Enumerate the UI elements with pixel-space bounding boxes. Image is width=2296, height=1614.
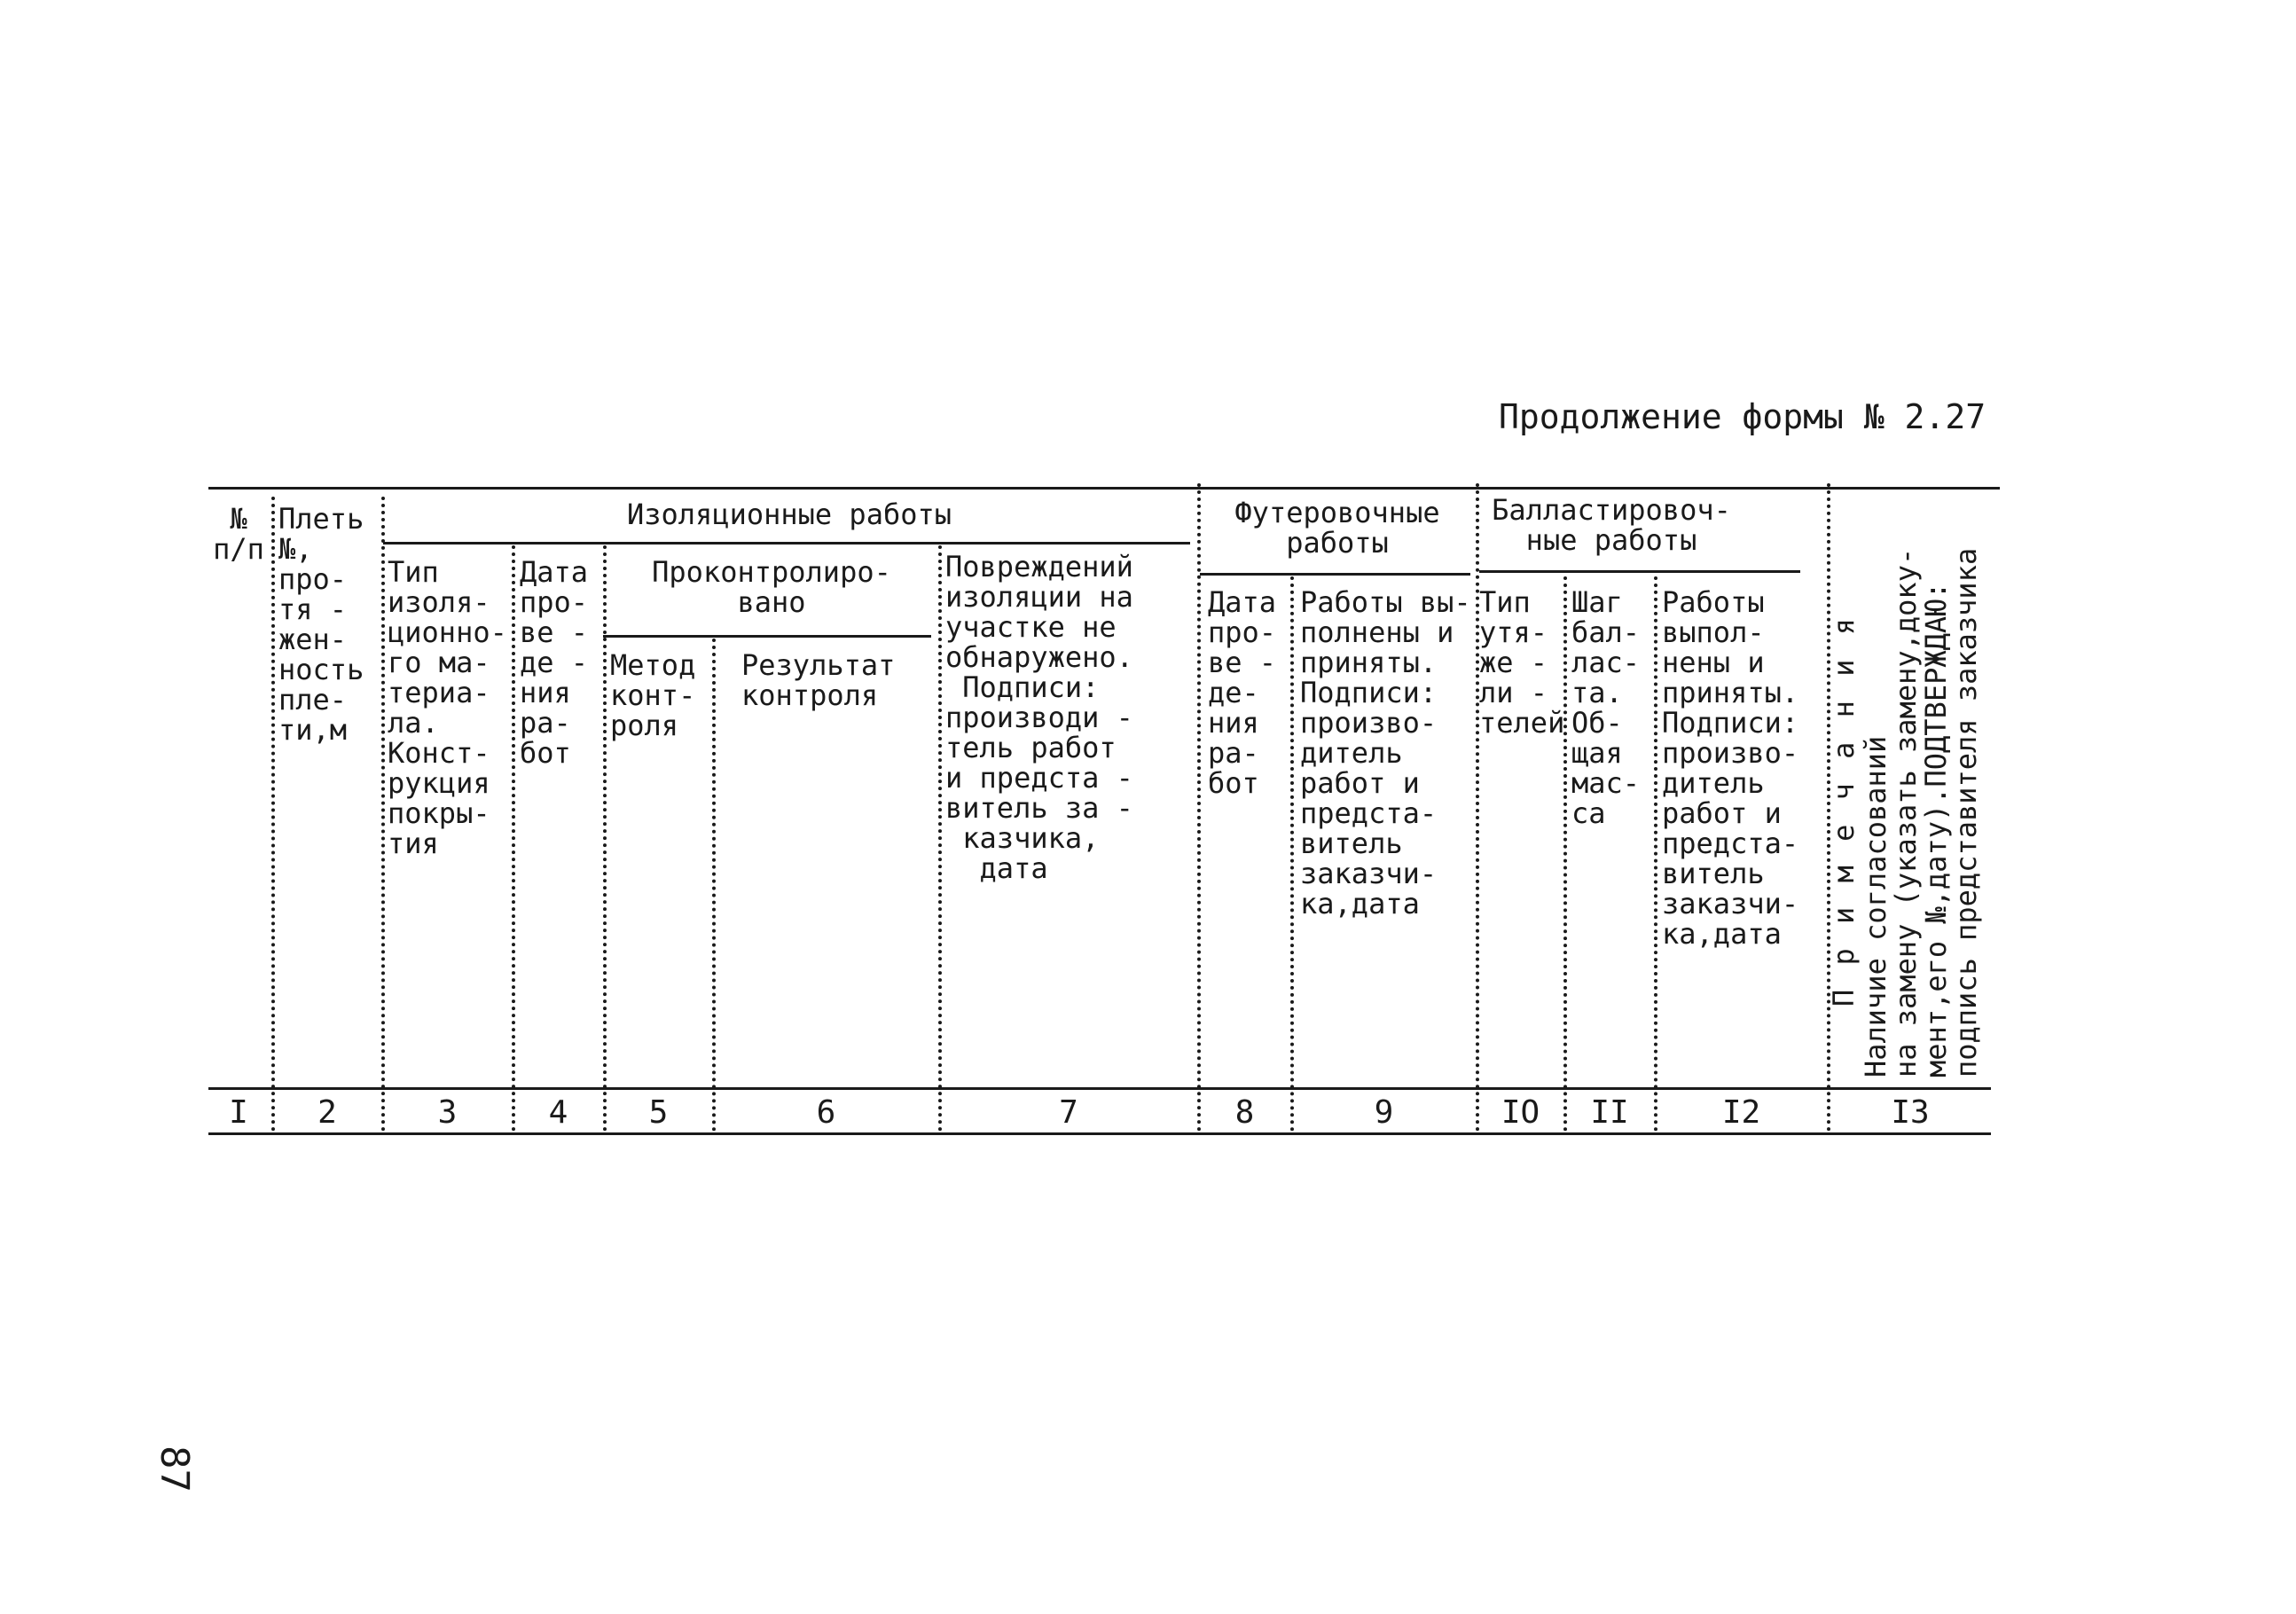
col-13-body: Наличие согласований на замену (указать замену,доку- мент,его №,дату).ПОДТВЕРЖДАЮ: подпись представителя заказчика	[1859, 547, 1983, 1077]
table-top-rule	[208, 487, 2000, 490]
insulation-group-header: Изоляционные работы	[626, 498, 952, 531]
col-number-8: 8	[1234, 1094, 1255, 1131]
col-sep	[938, 545, 942, 1132]
col-number-5: 5	[648, 1094, 669, 1131]
insulation-subheader-rule	[383, 542, 1190, 545]
col-number-7: 7	[1059, 1094, 1078, 1131]
col-9-header: Работы вы- полнены и приняты. Подписи: произво- дитель работ и предста- витель заказчи- ка,дата	[1300, 585, 1471, 921]
col-12-header: Работы выпол- нены и приняты. Подписи: произво- дитель работ и предста- витель заказчи- ка,дата	[1662, 585, 1799, 951]
col-13-title: П р и м е ч а н и я	[1827, 614, 1861, 1007]
controlled-subheader-rule	[603, 635, 931, 638]
col-7-header: Повреждений изоляции на участке не обнаружено. Подписи: производи - тель работ и предста - витель за - казчика, дата	[945, 550, 1133, 885]
ballast-group-header: Балластировоч- ные работы	[1492, 493, 1731, 557]
col-number-2: 2	[317, 1094, 337, 1131]
col-8-header: Дата про- ве - де- ния ра- бот	[1208, 585, 1277, 800]
col-3-header: Тип изоля- ционно- го ма- териа- ла. Конст- рукция покры- тия	[388, 555, 507, 860]
col-6-header: Результат контроля	[741, 648, 896, 712]
col-number-1: I	[229, 1094, 248, 1131]
col-sep	[271, 497, 275, 1132]
col-sep	[1654, 576, 1657, 1132]
col-1-header: № п/п	[213, 502, 264, 566]
controlled-group-header: Проконтролиро- вано	[652, 555, 891, 619]
col-number-9: 9	[1374, 1094, 1394, 1131]
col-number-12: I2	[1721, 1094, 1761, 1131]
col-number-3: 3	[437, 1094, 458, 1131]
col-sep	[381, 497, 385, 1132]
header-bottom-rule	[208, 1087, 1991, 1090]
col-5-header: Метод конт- роля	[610, 648, 696, 742]
col-2-header: Плеть №, про- тя - жен- ность пле- ти,м	[278, 502, 364, 747]
col-number-10: IO	[1501, 1094, 1540, 1131]
col-sep	[512, 545, 515, 1132]
lining-subheader-rule	[1200, 573, 1470, 576]
ballast-subheader-rule	[1479, 570, 1800, 573]
col-number-4: 4	[548, 1094, 568, 1131]
col-11-header: Шаг бал- лас- та. Об- щая мас- са	[1571, 585, 1641, 830]
col-10-header: Тип утя- же - ли - телей	[1479, 585, 1565, 740]
col-sep	[603, 545, 607, 1132]
col-sep	[1197, 483, 1201, 1132]
lining-group-header: Футеровочные работы	[1234, 496, 1440, 560]
col-sep	[1476, 483, 1479, 1132]
col-4-header: Дата про- ве - де - ния ра- бот	[520, 555, 589, 770]
col-number-11: II	[1590, 1094, 1629, 1131]
col-sep	[712, 639, 716, 1132]
form-continuation-title: Продолжение формы № 2.27	[1499, 397, 1986, 436]
col-sep	[1290, 576, 1294, 1132]
col-number-6: 6	[816, 1094, 836, 1131]
page-number: 87	[152, 1446, 197, 1493]
table-bottom-rule	[208, 1132, 1991, 1135]
col-number-13: I3	[1891, 1094, 1930, 1131]
